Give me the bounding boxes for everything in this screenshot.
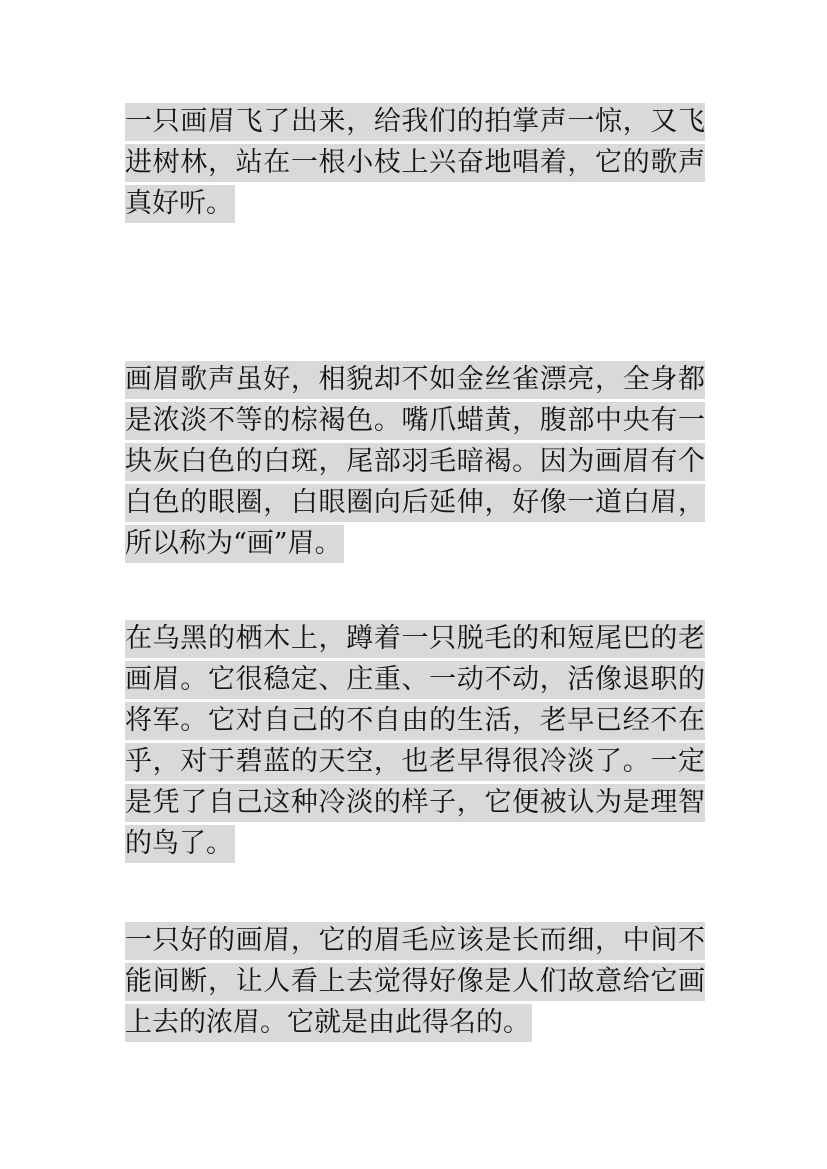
- highlighted-text: 的鸟了。: [125, 825, 235, 863]
- highlighted-text: 白色的眼圈，白眼圈向后延伸，好像一道白眉，: [125, 484, 705, 522]
- highlighted-text: 一只好的画眉，它的眉毛应该是长而细，中间不: [125, 922, 705, 960]
- highlighted-text: 将军。它对自己的不自由的生活，老早已经不在: [125, 702, 705, 740]
- text-line: [125, 620, 705, 658]
- highlighted-text: 能间断，让人看上去觉得好像是人们故意给它画: [125, 963, 705, 1001]
- text-line: [125, 402, 705, 440]
- text-line: [125, 443, 705, 481]
- text-line: [125, 484, 705, 522]
- text-line: [125, 963, 705, 1001]
- paragraph-4: [125, 922, 705, 1045]
- text-line: [125, 361, 705, 399]
- text-line: [125, 743, 705, 781]
- highlighted-text: 画眉歌声虽好，相貌却不如金丝雀漂亮，全身都: [125, 361, 705, 399]
- highlighted-text: 是凭了自己这种冷淡的样子，它便被认为是理智: [125, 784, 705, 822]
- highlighted-text: 乎，对于碧蓝的天空，也老早得很冷淡了。一定: [125, 743, 705, 781]
- text-line: [125, 661, 705, 699]
- text-line: [125, 185, 705, 223]
- text-line: [125, 922, 705, 960]
- text-line: [125, 144, 705, 182]
- highlighted-text: 是浓淡不等的棕褐色。嘴爪蜡黄，腹部中央有一: [125, 402, 705, 440]
- paragraph-1: [125, 103, 705, 226]
- text-line: [125, 825, 705, 863]
- text-line: [125, 1004, 705, 1042]
- highlighted-text: 一只画眉飞了出来，给我们的拍掌声一惊，又飞: [125, 103, 705, 141]
- highlighted-text: 在乌黑的栖木上，蹲着一只脱毛的和短尾巴的老: [125, 620, 705, 658]
- highlighted-text: 块灰白色的白斑，尾部羽毛暗褐。因为画眉有个: [125, 443, 705, 481]
- text-line: [125, 103, 705, 141]
- paragraph-2: [125, 361, 705, 566]
- highlighted-text: 画眉。它很稳定、庄重、一动不动，活像退职的: [125, 661, 705, 699]
- paragraph-3: [125, 620, 705, 866]
- text-line: [125, 702, 705, 740]
- highlighted-text: 真好听。: [125, 185, 235, 223]
- text-line: [125, 525, 705, 563]
- highlighted-text: 进树林，站在一根小枝上兴奋地唱着，它的歌声: [125, 144, 705, 182]
- highlighted-text: 上去的浓眉。它就是由此得名的。: [125, 1004, 532, 1042]
- highlighted-text: 所以称为“画”眉。: [125, 525, 344, 563]
- text-line: [125, 784, 705, 822]
